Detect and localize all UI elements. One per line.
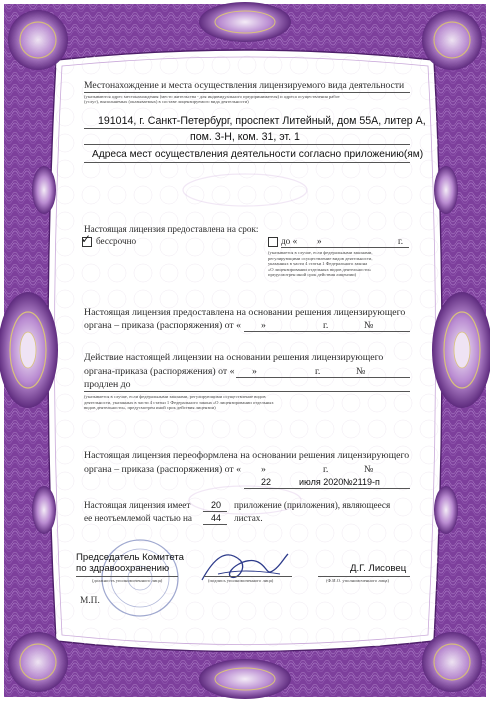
- basis-quote: »: [261, 320, 266, 331]
- basis-line1: Настоящая лицензия предоставлена на основании решения лицензирующего: [84, 307, 406, 318]
- term-note-line2: регулирующими осуществление видов деятельности,: [268, 255, 373, 261]
- term-note-line4: «О лицензировании отдельных видов деятельности»: [268, 266, 372, 272]
- extension-year: г.: [315, 366, 321, 377]
- reissue-number: №: [364, 464, 374, 475]
- annex-line2-right: листах.: [234, 513, 263, 523]
- reissue-year: г.: [323, 464, 329, 475]
- annex-count: 20: [211, 500, 222, 510]
- extension-line2-prefix: органа-приказа (распоряжения) от «: [84, 366, 235, 377]
- reissue-line2-prefix: органа – приказа (распоряжения) от «: [84, 464, 242, 475]
- basis-underline: [244, 331, 410, 332]
- signature-underline: [204, 576, 292, 577]
- annex-sheets-underline: [203, 524, 227, 525]
- annex-sheets: 44: [211, 513, 222, 523]
- address-heading-line: [84, 92, 410, 93]
- term-note-line5: предусмотрен иной срок действия лицензии): [268, 272, 357, 277]
- address-line2: пом. 3-Н, ком. 31, эт. 1: [190, 131, 300, 143]
- annex-line1-left: Настоящая лицензия имеет: [84, 500, 191, 510]
- extension-underline: [236, 377, 410, 378]
- annex-line2-left: ее неотъемлемой частью на: [84, 513, 192, 523]
- stamp-mark: М.П.: [80, 596, 100, 606]
- extension-quote: »: [252, 366, 257, 377]
- extension-note-line2: деятельности, указанных в части 4 статьи 1 Федерального закона «О лицензировании отдельных: [84, 399, 274, 405]
- reissue-order-number: №2119-п: [343, 477, 380, 487]
- extension-number: №: [356, 366, 366, 377]
- reissue-underline: [244, 488, 410, 489]
- annex-line1-right: приложение (приложения), являющееся: [234, 500, 391, 510]
- term-note-line1: (указывается в случае, если федеральными законами,: [268, 250, 373, 255]
- name-underline: [318, 576, 410, 577]
- address-line1: 191014, г. Санкт-Петербург, проспект Литейный, дом 55А, литер А,: [98, 115, 426, 127]
- reissue-day: 22: [261, 477, 272, 487]
- address-heading: Местонахождение и места осуществления лицензируемого вида деятельности: [84, 80, 405, 91]
- address-underline1: [84, 128, 410, 129]
- signer-name: Д.Г. Лисовец: [350, 563, 407, 574]
- reissue-quote: »: [261, 464, 266, 475]
- basis-number: №: [364, 320, 374, 331]
- basis-line2-prefix: органа – приказа (распоряжения) от «: [84, 320, 242, 331]
- basis-year: г.: [323, 320, 329, 331]
- checkmark-icon: ✓: [81, 232, 92, 246]
- term-note-line3: указанных в части 4 статьи 1 Федерального закона: [268, 261, 368, 266]
- position-underline: [76, 576, 178, 577]
- until-prefix: до «: [281, 236, 298, 246]
- name-caption: (Ф.И.О. уполномоченного лица): [326, 578, 389, 583]
- term-heading: Настоящая лицензия предоставлена на срок:: [84, 224, 259, 234]
- extension-date-underline: [84, 391, 410, 392]
- address-underline3: [84, 162, 410, 163]
- signature-caption: (подпись уполномоченного лица): [208, 578, 274, 583]
- handwritten-signature: [196, 540, 292, 592]
- position-line1: Председатель Комитета: [76, 552, 184, 563]
- until-underline: [281, 247, 409, 248]
- position-caption: (должность уполномоченного лица): [92, 578, 163, 583]
- address-line3: Адреса мест осуществления деятельности согласно приложению(ям): [92, 149, 424, 160]
- until-year-suffix: г.: [398, 236, 404, 246]
- until-checkbox[interactable]: [268, 237, 278, 247]
- extension-line1: Действие настоящей лицензии на основании решения лицензирующего: [84, 352, 384, 363]
- reissue-month-year: июля 2020: [299, 477, 344, 487]
- address-underline2: [84, 144, 410, 145]
- indefinite-label: бессрочно: [96, 236, 137, 246]
- extension-note-line3: видов деятельности», предусмотрен иной срок действия лицензии): [84, 405, 216, 410]
- annex-count-underline: [203, 511, 227, 512]
- address-hint-line2: (услуг), выполняемых (оказываемых) в составе лицензируемого вида деятельности): [84, 99, 249, 104]
- extension-line3: продлен до: [84, 379, 131, 390]
- reissue-line1: Настоящая лицензия переоформлена на основании решения лицензирующего: [84, 450, 410, 461]
- address-hint-line1: (указываются адрес местонахождения (место жительства - для индивидуального предпринимателя) и адреса осуществления работ: [84, 94, 340, 99]
- until-quote: »: [317, 236, 322, 246]
- position-line2: по здравоохранению: [76, 563, 170, 574]
- extension-note-line1: (указывается в случае, если федеральными законами, регулирующими осуществление видов: [84, 394, 266, 399]
